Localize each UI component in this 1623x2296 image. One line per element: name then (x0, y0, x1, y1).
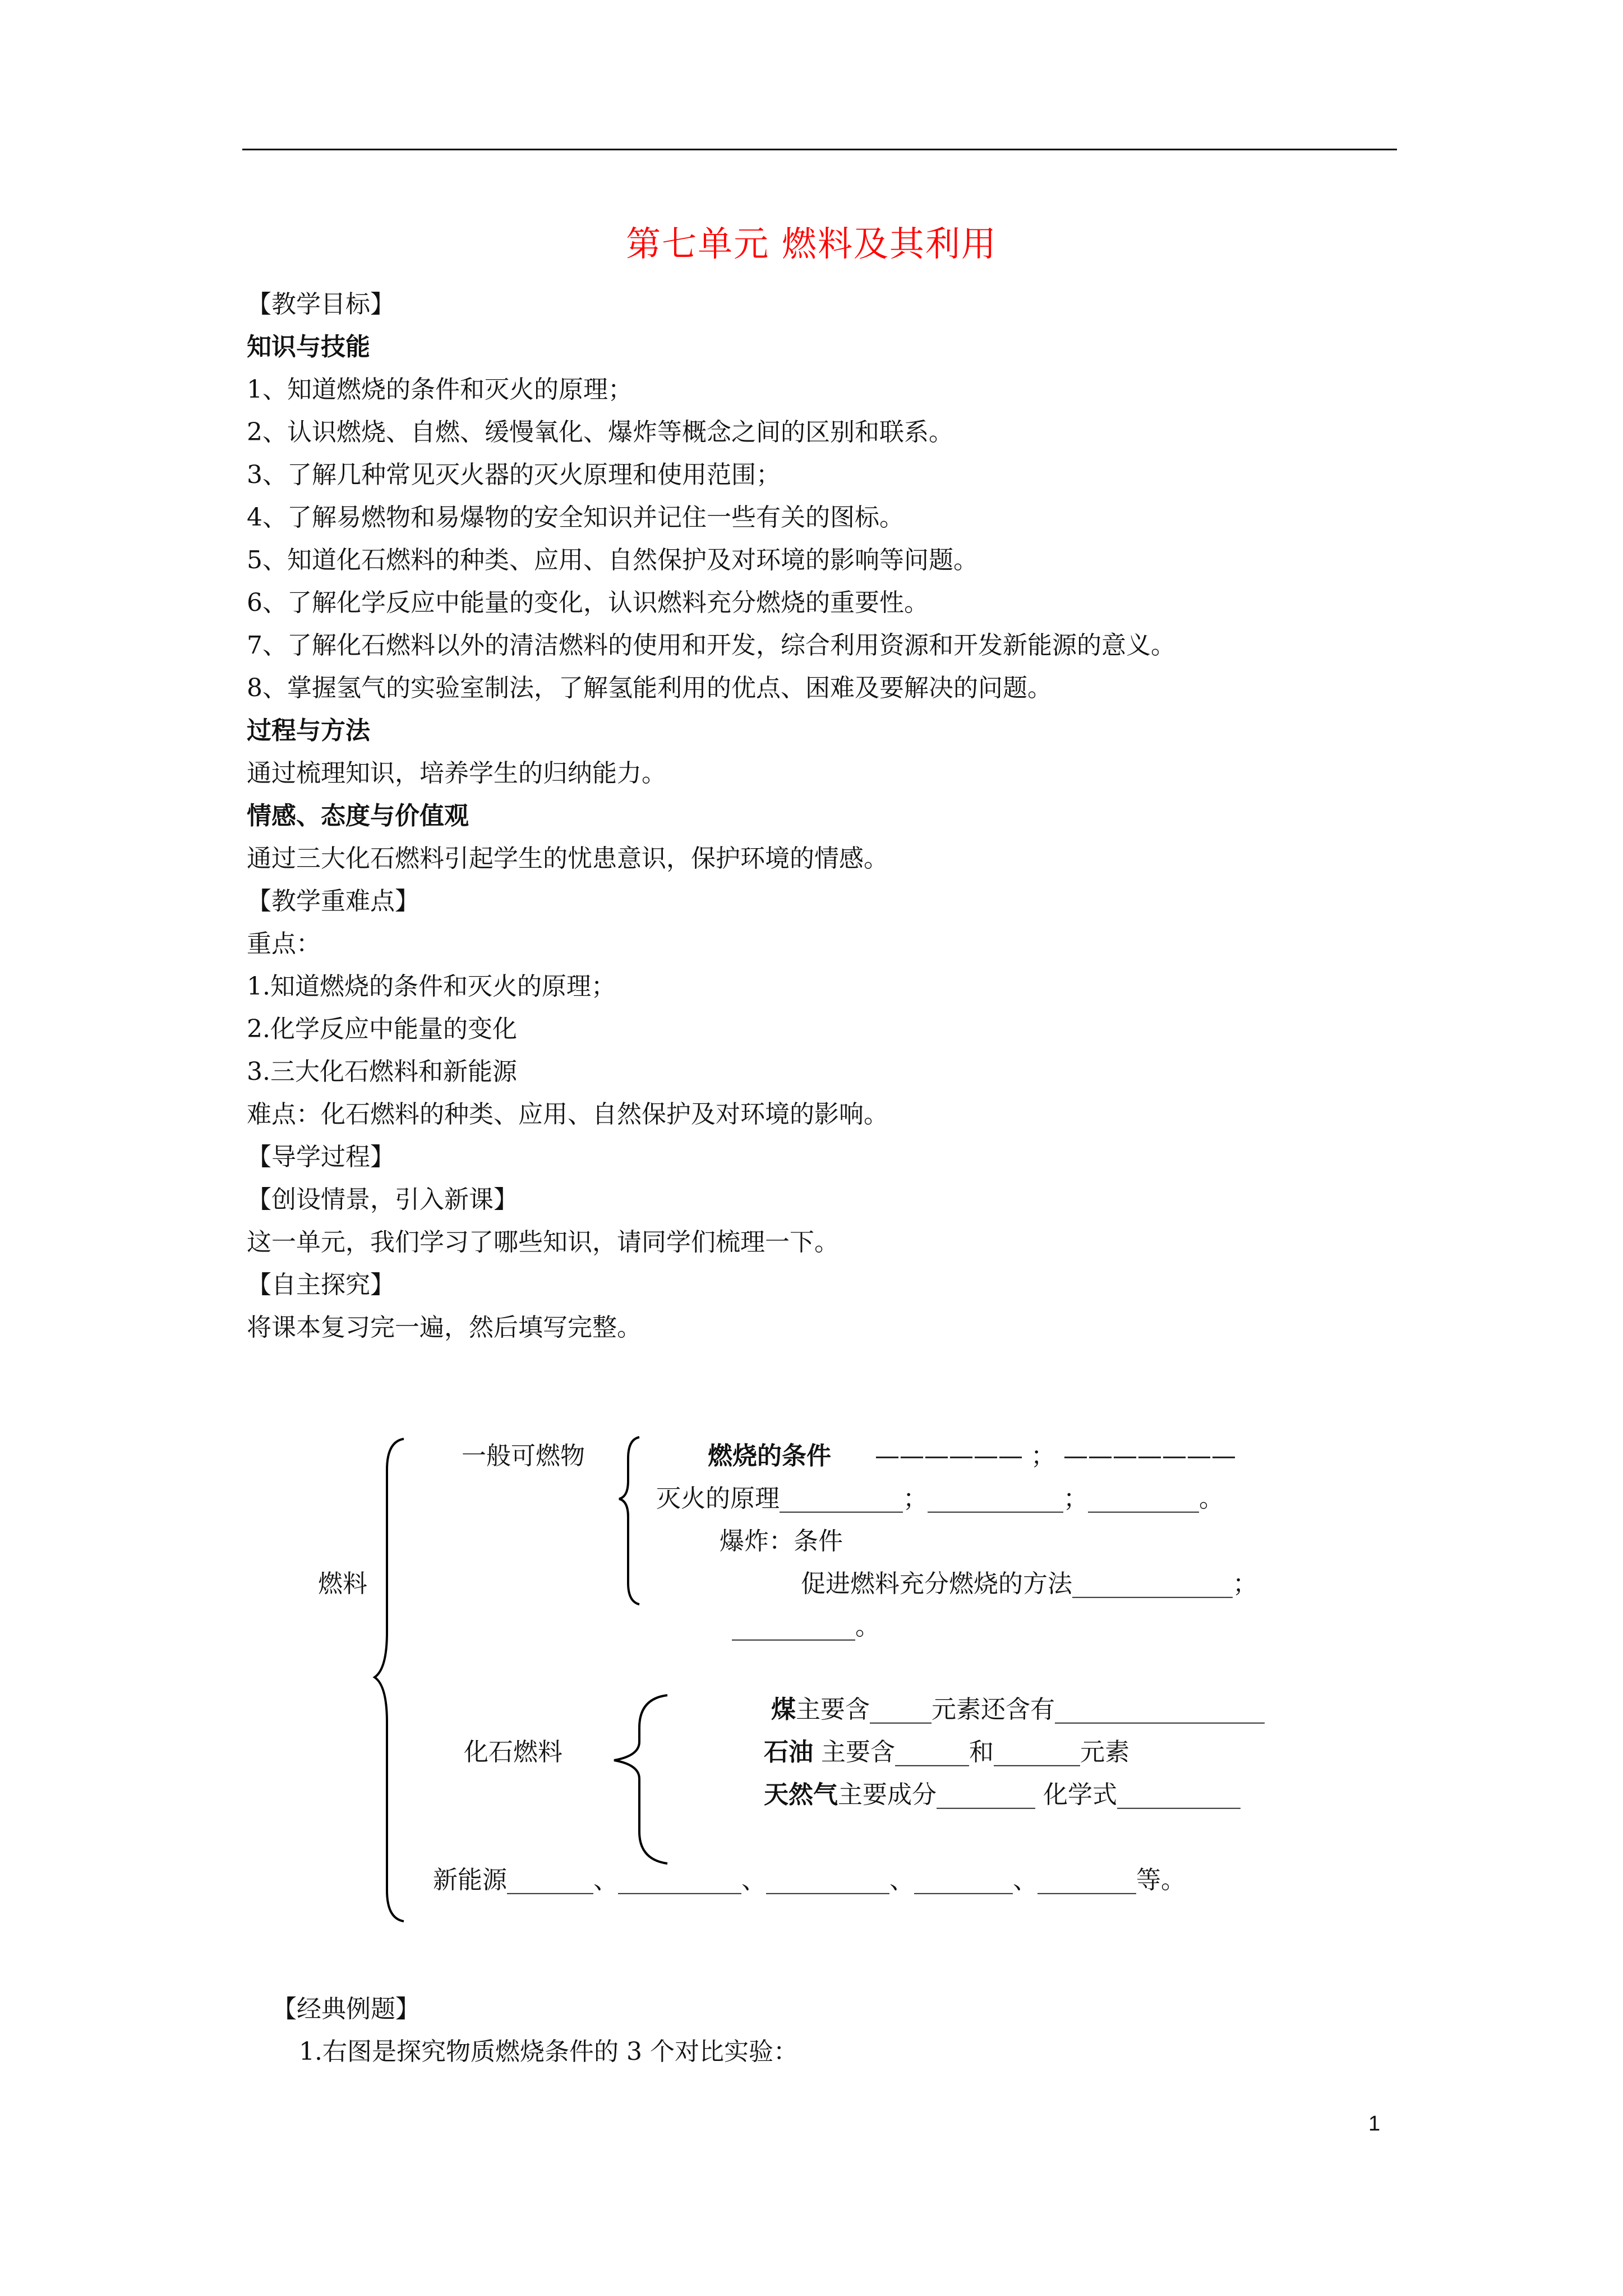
page-number: 1 (1368, 2112, 1381, 2136)
extinguish-principle: 灭火的原理__________；___________；_________。 (656, 1484, 1224, 1513)
explore-heading: 【自主探究】 (247, 1271, 395, 1299)
examples-heading: 【经典例题】 (272, 1995, 420, 2023)
goal-item: 4、了解易燃物和易爆物的安全知识并记住一些有关的图标。 (247, 503, 904, 532)
key-points-heading: 【教学重难点】 (247, 887, 419, 915)
goal-item: 6、了解化学反应中能量的变化，认识燃料充分燃烧的重要性。 (247, 588, 929, 617)
fuel-root-label: 燃料 (318, 1570, 367, 1598)
natural-gas-label: 天然气 (764, 1780, 838, 1809)
general-combustible-label: 一般可燃物 (462, 1442, 585, 1470)
difficulty-text: 难点：化石燃料的种类、应用、自然保护及对环境的影响。 (247, 1100, 888, 1129)
general-brace (619, 1437, 639, 1604)
new-energy-row: 新能源_______、__________、__________、________、________等。 (433, 1866, 1186, 1894)
natural-gas-text: 主要成分________ 化学式__________ (838, 1780, 1241, 1809)
goal-item: 1、知道燃烧的条件和灭火的原理； (247, 375, 633, 404)
key-label: 重点： (247, 930, 321, 958)
coal-row (771, 1693, 1265, 1727)
key-point-item: 3.三大化石燃料和新能源 (247, 1057, 517, 1086)
root-brace (375, 1439, 404, 1921)
goal-item: 2、认识燃烧、自燃、缓慢氧化、爆炸等概念之间的区别和联系。 (247, 418, 953, 447)
oil-row (764, 1736, 1129, 1769)
page-title: 第七单元 燃料及其利用 (626, 223, 997, 264)
goal-item: 5、知道化石燃料的种类、应用、自然保护及对环境的影响等问题。 (247, 546, 978, 574)
goal-item: 8、掌握氢气的实验室制法，了解氢能利用的优点、困难及要解决的问题。 (247, 674, 1052, 702)
emotion-text: 通过三大化石燃料引起学生的忧患意识，保护环境的情感。 (247, 844, 888, 873)
coal-text: 主要含_____元素还含有_________________ (796, 1695, 1265, 1724)
scenario-text: 这一单元，我们学习了哪些知识，请同学们梳理一下。 (247, 1228, 839, 1257)
key-point-item: 1.知道燃烧的条件和灭火的原理； (247, 972, 616, 1001)
goal-item: 7、了解化石燃料以外的清洁燃料的使用和开发，综合利用资源和开发新能源的意义。 (247, 631, 1175, 660)
coal-label: 煤 (771, 1695, 796, 1724)
goals-heading: 【教学目标】 (247, 290, 395, 319)
fossil-fuel-label: 化石燃料 (464, 1738, 562, 1766)
promote-combustion-cont: __________。 (732, 1612, 880, 1641)
process-heading: 【导学过程】 (247, 1143, 395, 1171)
promote-combustion: 促进燃料充分燃烧的方法_____________； (801, 1570, 1257, 1598)
combustion-condition-blanks: —————— ； ——————— (875, 1442, 1236, 1470)
knowledge-heading: 知识与技能 (247, 333, 370, 361)
process-method-text: 通过梳理知识，培养学生的归纳能力。 (247, 759, 666, 788)
key-point-item: 2.化学反应中能量的变化 (247, 1015, 517, 1043)
fossil-brace (614, 1695, 667, 1864)
goal-item: 3、了解几种常见灭火器的灭火原理和使用范围； (247, 461, 781, 489)
emotion-heading: 情感、态度与价值观 (247, 802, 469, 830)
oil-label: 石油 (764, 1738, 813, 1766)
combustion-condition-label: 燃烧的条件 (708, 1442, 831, 1470)
process-method-heading: 过程与方法 (247, 716, 370, 745)
oil-text: 主要含______和_______元素 (813, 1738, 1129, 1766)
scenario-heading: 【创设情景，引入新课】 (247, 1185, 518, 1214)
natural-gas-row (764, 1778, 1241, 1812)
example-question-1: 1.右图是探究物质燃烧条件的 3 个对比实验： (299, 2037, 798, 2066)
explore-text: 将课本复习完一遍，然后填写完整。 (247, 1313, 642, 1342)
header-rule (242, 149, 1397, 150)
explosion-condition: 爆炸：条件 (720, 1527, 843, 1556)
